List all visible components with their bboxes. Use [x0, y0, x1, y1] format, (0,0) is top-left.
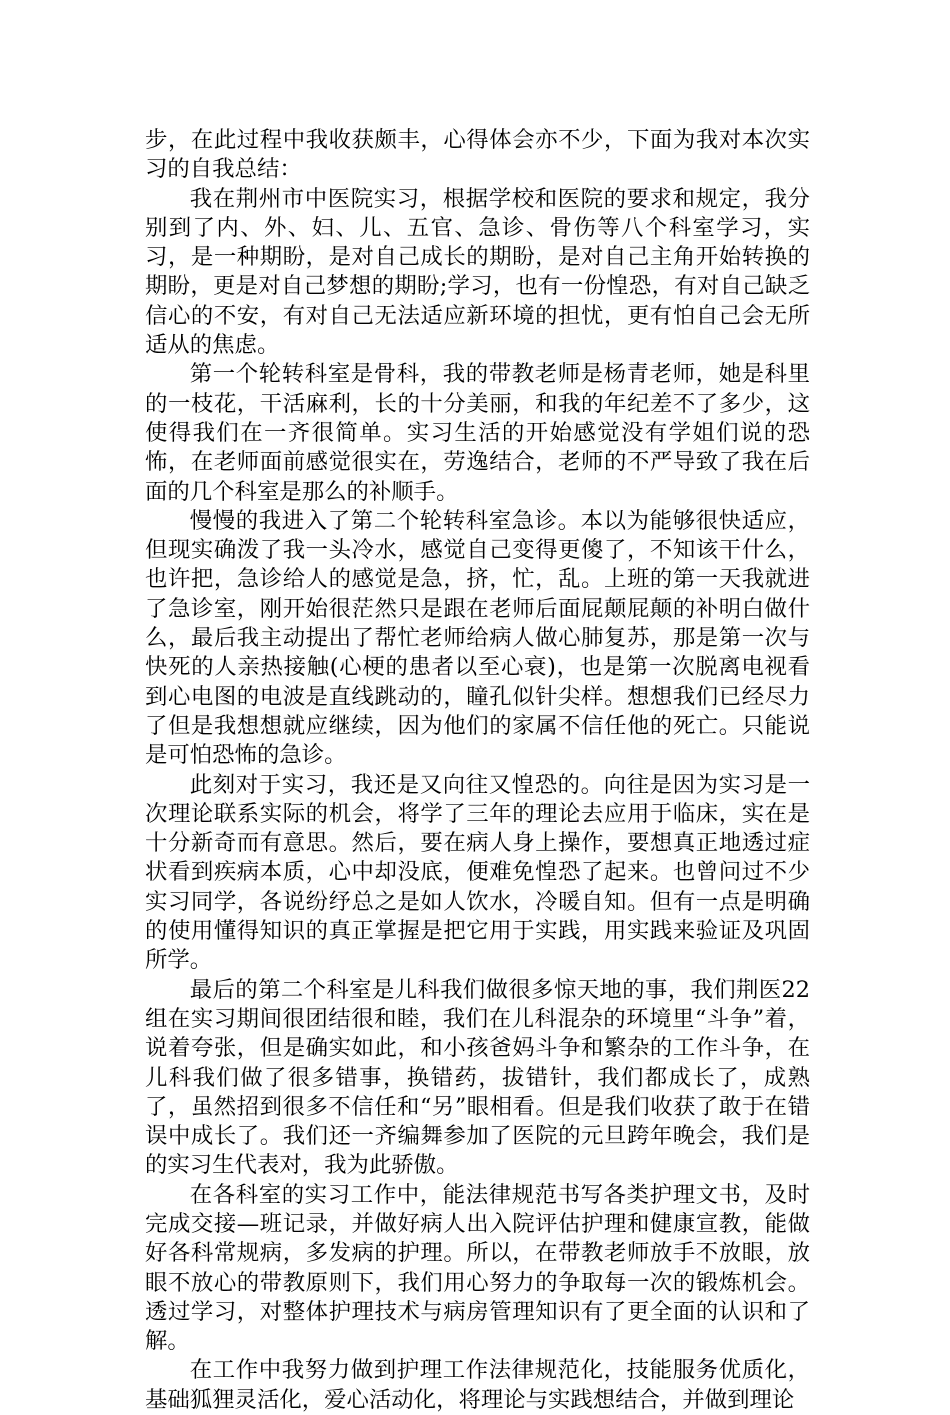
paragraph-7: 在各科室的实习工作中，能法律规范书写各类护理文书，及时完成交接—班记录，并做好病人出入院评估护理和健康宣教，能做好各科常规病，多发病的护理。所以，在带教老师放手不放眼，放眼不放心的带教原则下，我们用心努力的争取每一次的锻炼机会。透过学习，对整体护理技术与病房管理知识有了更全面的认识和了解。 [145, 1181, 810, 1355]
paragraph-6: 最后的第二个科室是儿科我们做很多惊天地的事，我们荆医22组在实习期间很团结很和睦，我们在儿科混杂的环境里“斗争”着，说着夸张，但是确实如此，和小孩爸妈斗争和繁杂的工作斗争，在儿科我们做了很多错事，换错药，拔错针，我们都成长了，成熟了，虽然招到很多不信任和“另”眼相看。但是我们收获了敢于在错误中成长了。我们还一齐编舞参加了医院的元旦跨年晚会，我们是的实习生代表对，我为此骄傲。 [145, 976, 810, 1179]
paragraph-8: 在工作中我努力做到护理工作法律规范化，技能服务优质化，基础狐狸灵活化，爱心活动化，将理论与实践想结合，并做到理论 [145, 1357, 810, 1413]
paragraph-3: 第一个轮转科室是骨科，我的带教老师是杨青老师，她是科里的一枝花，干活麻利，长的十分美丽，和我的年纪差不了多少，这使得我们在一齐很简单。实习生活的开始感觉没有学姐们说的恐怖，在老师面前感觉很实在，劳逸结合，老师的不严导致了我在后面的几个科室是那么的补顺手。 [145, 361, 810, 505]
paragraph-1: 步，在此过程中我收获颇丰，心得体会亦不少，下面为我对本次实习的自我总结： [145, 127, 810, 183]
paragraph-4: 慢慢的我进入了第二个轮转科室急诊。本以为能够很快适应，但现实确泼了我一头冷水，感觉自己变得更傻了，不知该干什么，也许把，急诊给人的感觉是急，挤，忙，乱。上班的第一天我就进了急诊室，刚开始很茫然只是跟在老师后面屁颠屁颠的补明白做什么，最后我主动提出了帮忙老师给病人做心肺复苏，那是第一次与快死的人亲热接触(心梗的患者以至心衰)，也是第一次脱离电视看到心电图的电波是直线跳动的，瞳孔似针尖样。想想我们已经尽力了但是我想想就应继续，因为他们的家属不信任他的死亡。只能说是可怕恐怖的急诊。 [145, 507, 810, 769]
paragraph-2: 我在荆州市中医院实习，根据学校和医院的要求和规定，我分别到了内、外、妇、儿、五官、急诊、骨伤等八个科室学习，实习，是一种期盼，是对自己成长的期盼，是对自己主角开始转换的期盼，更是对自己梦想的期盼;学习，也有一份惶恐，有对自己缺乏信心的不安，有对自己无法适应新环境的担忧，更有怕自己会无所适从的焦虑。 [145, 185, 810, 359]
paragraph-5: 此刻对于实习，我还是又向往又惶恐的。向往是因为实习是一次理论联系实际的机会，将学了三年的理论去应用于临床，实在是十分新奇而有意思。然后，要在病人身上操作，要想真正地透过症状看到疾病本质，心中却没底，便难免惶恐了起来。也曾问过不少实习同学，各说纷纾总之是如人饮水，冷暖自知。但有一点是明确的使用懂得知识的真正掌握是把它用于实践，用实践来验证及巩固所学。 [145, 771, 810, 974]
document-body [145, 126, 810, 1415]
